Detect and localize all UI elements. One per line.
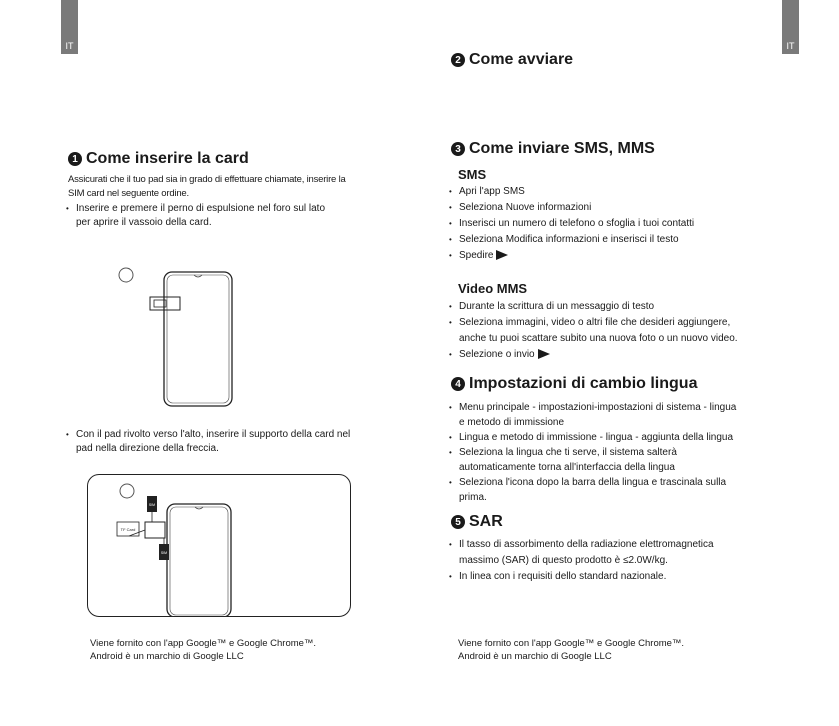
language-tab-left <box>61 0 78 54</box>
footer-left <box>90 637 316 663</box>
list-text: Apri l'app SMS <box>459 186 525 197</box>
list-item <box>447 430 792 445</box>
language-tab-right <box>782 0 799 54</box>
tab-label: IT <box>786 41 795 51</box>
list-text: Seleziona la lingua che ti serve, il sistema salterà <box>459 447 677 458</box>
section3-heading <box>451 140 655 158</box>
list-item <box>447 475 792 505</box>
footer-line: Viene fornito con l'app Google™ e Google Chrome™. <box>90 638 317 649</box>
footer-line: Android è un marchio di Google LLC <box>458 651 612 662</box>
step-circle-icon <box>119 268 133 282</box>
list-text: Lingua e metodo di immissione - lingua - aggiunta della lingua <box>459 432 734 443</box>
send-icon <box>538 349 550 359</box>
step-text: Inserire e premere il perno di espulsione nel foro sul lato <box>76 203 326 214</box>
section5-heading <box>451 513 503 531</box>
list-item <box>447 299 787 315</box>
list-text: Inserisci un numero di telefono o sfoglia i tuoi contatti <box>459 218 695 229</box>
language-list <box>447 400 792 505</box>
section4-number: 4 <box>451 377 465 391</box>
list-item <box>447 248 787 264</box>
section4-heading <box>451 375 697 393</box>
section2-heading <box>451 51 573 69</box>
step-text: pad nella direzione della freccia. <box>76 443 219 454</box>
list-text: Seleziona Modifica informazioni e inserisci il testo <box>459 234 679 245</box>
section5-number: 5 <box>451 515 465 529</box>
card-tray-diagram-2 <box>87 474 351 617</box>
pad-outline <box>167 504 231 617</box>
section3-title: Come inviare SMS, MMS <box>469 140 655 157</box>
footer-right <box>458 637 684 663</box>
section2-title: Come avviare <box>469 51 574 68</box>
card-tray <box>150 297 180 310</box>
intro-line: Assicurati che il tuo pad sia in grado di effettuare chiamate, inserire la <box>68 174 346 185</box>
step-text: per aprire il vassoio della card. <box>76 217 212 228</box>
list-text: automaticamente torna all'interfaccia della lingua <box>459 462 675 473</box>
pad-inner-outline <box>167 275 229 403</box>
pad-outline <box>164 272 232 406</box>
section2-number: 2 <box>451 53 465 67</box>
sms-list <box>447 184 787 264</box>
list-item <box>447 184 787 200</box>
mms-subtitle: Video MMS <box>458 281 528 296</box>
list-text: Spedire <box>459 250 494 261</box>
list-item <box>64 428 404 456</box>
section3-number: 3 <box>451 142 465 156</box>
footer-line: Viene fornito con l'app Google™ e Google Chrome™. <box>458 638 685 649</box>
list-item <box>447 232 787 248</box>
section1-title: Come inserire la card <box>86 150 249 167</box>
section1-step1 <box>64 202 394 230</box>
step-circle-icon <box>120 484 134 498</box>
list-item <box>447 569 787 585</box>
pad-inner-outline <box>170 507 228 615</box>
section5-title: SAR <box>469 513 503 530</box>
list-text: prima. <box>459 492 487 503</box>
list-item <box>447 315 787 347</box>
list-text: Seleziona l'icona dopo la barra della lingua e trascinala sulla <box>459 477 727 488</box>
list-item <box>64 202 394 230</box>
tab-label: IT <box>65 41 74 51</box>
sms-subtitle: SMS <box>458 167 487 182</box>
intro-line: SIM card nel seguente ordine. <box>68 188 189 199</box>
list-text: Menu principale - impostazioni-impostazioni di sistema - lingua <box>459 402 737 413</box>
card-tray-diagram-1 <box>110 262 250 412</box>
list-item <box>447 200 787 216</box>
step-text: Con il pad rivolto verso l'alto, inserire il supporto della card nel <box>76 429 351 440</box>
list-item <box>447 400 792 430</box>
list-text: In linea con i requisiti dello standard nazionale. <box>459 571 667 582</box>
list-text: anche tu puoi scattare subito una nuova foto o un nuovo video. <box>459 333 738 344</box>
list-text: e metodo di immissione <box>459 417 565 428</box>
list-item <box>447 445 792 475</box>
list-text: Selezione o invio <box>459 349 535 360</box>
section4-title: Impostazioni di cambio lingua <box>469 375 698 392</box>
list-item <box>447 347 787 363</box>
sar-list <box>447 537 787 585</box>
section1-number: 1 <box>68 152 82 166</box>
sim-label-bottom: SIM <box>160 551 168 555</box>
list-text: Il tasso di assorbimento della radiazione elettromagnetica <box>459 539 714 550</box>
list-item <box>447 216 787 232</box>
tf-card-label: TF Card <box>120 527 136 532</box>
section1-step2 <box>64 428 404 456</box>
list-text: Seleziona Nuove informazioni <box>459 202 592 213</box>
list-item <box>447 537 787 569</box>
section1-intro <box>68 173 346 201</box>
list-text: Seleziona immagini, video o altri file che desideri aggiungere, <box>459 317 731 328</box>
section1-heading <box>68 150 249 168</box>
sim-label-top: SIM <box>148 503 156 507</box>
footer-line: Android è un marchio di Google LLC <box>90 651 244 662</box>
mms-list <box>447 299 787 363</box>
send-icon <box>496 250 508 260</box>
list-text: Durante la scrittura di un messaggio di testo <box>459 301 655 312</box>
card-holder <box>145 522 165 538</box>
list-text: massimo (SAR) di questo prodotto è ≤2.0W/kg. <box>459 555 668 566</box>
